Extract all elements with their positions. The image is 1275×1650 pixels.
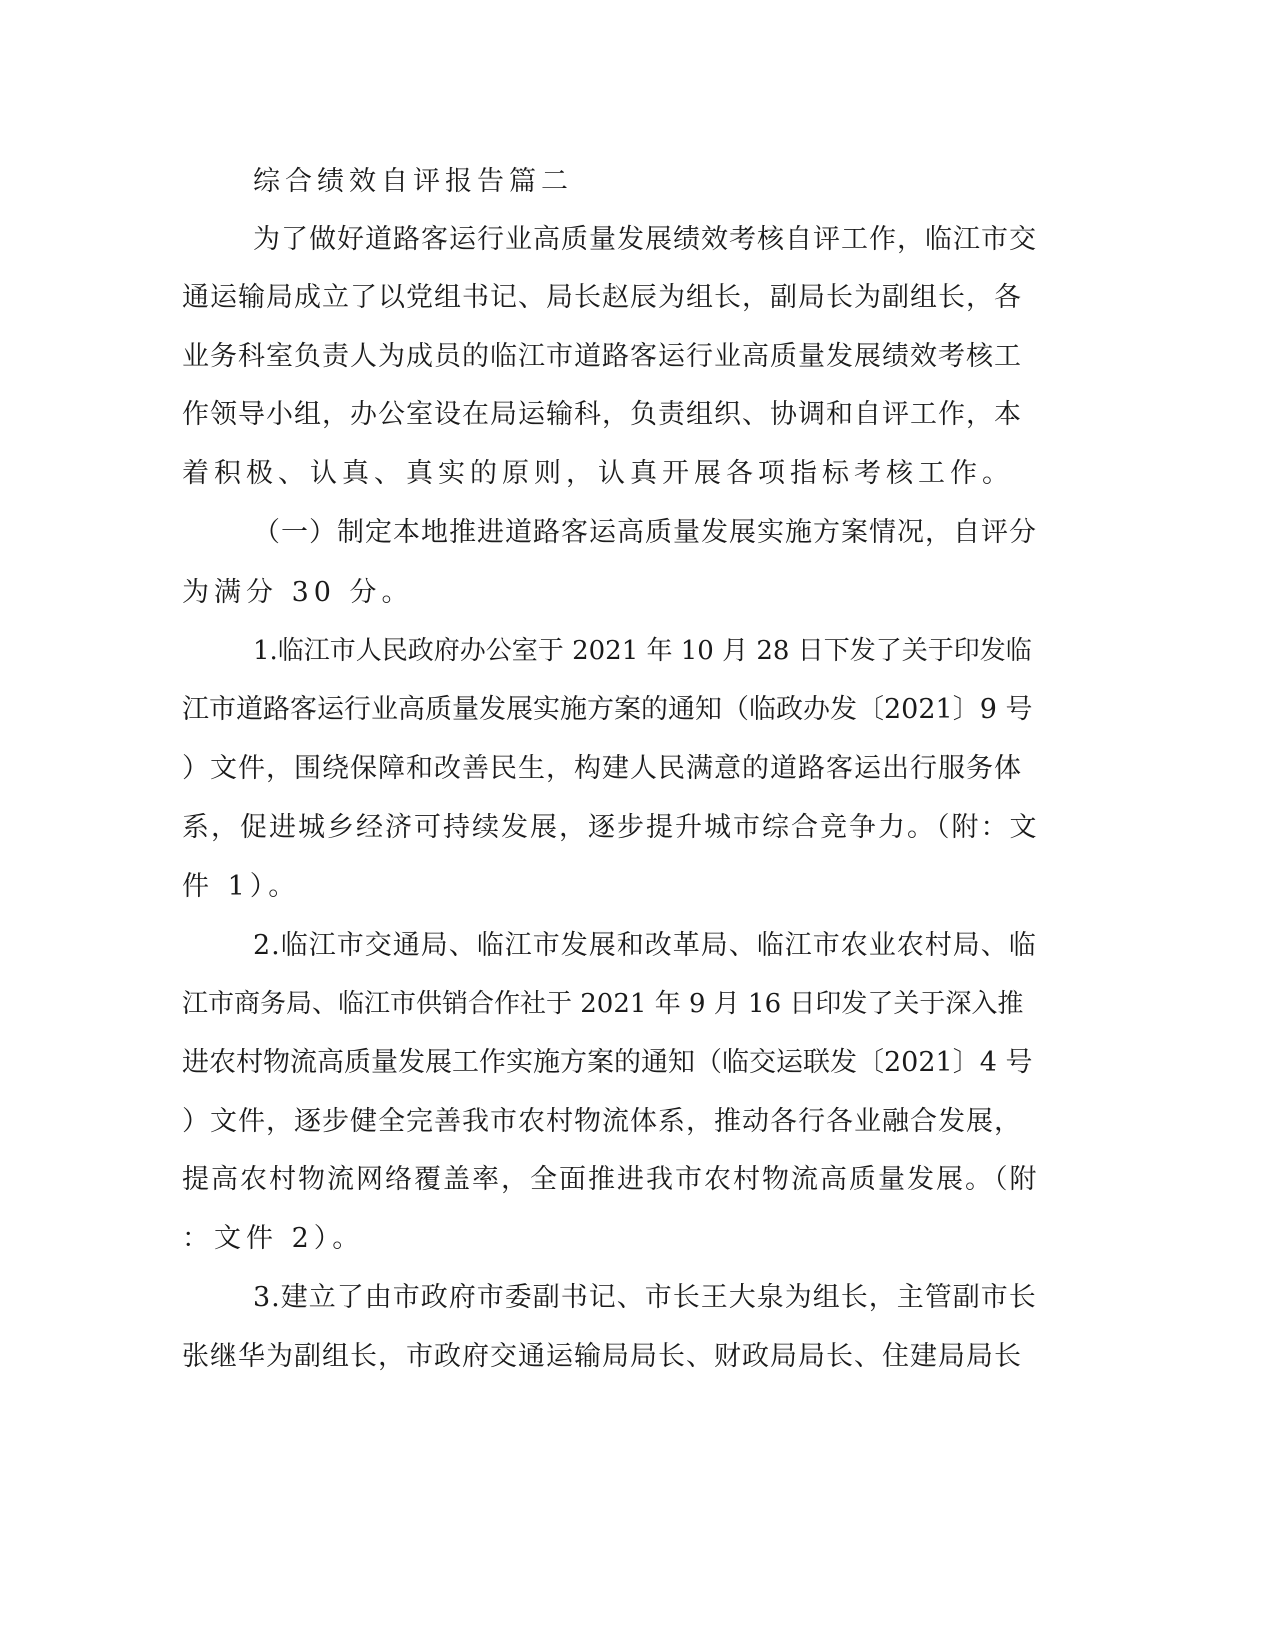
text-line: 张继华为副组长，市政府交通运输局局长、财政局局长、住建局局长 xyxy=(182,1341,1022,1372)
text-line: 作领导小组，办公室设在局运输科，负责组织、协调和自评工作，本 xyxy=(182,399,1022,430)
text-line: 通运输局成立了以党组书记、局长赵辰为组长，副局长为副组长，各 xyxy=(182,282,1022,313)
text-line: 提高农村物流网络覆盖率，全面推进我市农村物流高质量发展。（附 xyxy=(182,1164,1039,1195)
text-line: 3.建立了由市政府市委副书记、市长王大泉为组长，主管副市长 xyxy=(253,1282,1037,1313)
text-line: 为满分 30 分。 xyxy=(182,577,414,608)
text-line: 进农村物流高质量发展工作实施方案的通知（临交运联发〔2021〕4 号 xyxy=(182,1047,1033,1078)
text-line: ）文件，逐步健全完善我市农村物流体系，推动各行各业融合发展， xyxy=(182,1106,1022,1137)
text-line: 着积极、认真、真实的原则，认真开展各项指标考核工作。 xyxy=(182,458,1014,489)
section-heading: （一）制定本地推进道路客运高质量发展实施方案情况，自评分 xyxy=(253,517,1037,548)
text-line: 为了做好道路客运行业高质量发展绩效考核自评工作，临江市交 xyxy=(253,224,1037,255)
text-line: ）文件，围绕保障和改善民生，构建人民满意的道路客运出行服务体 xyxy=(182,753,1022,784)
text-line: ：文件 2）。 xyxy=(182,1223,365,1254)
text-line: 1.临江市人民政府办公室于 2021 年 10 月 28 日下发了关于印发临 xyxy=(253,636,1032,666)
text-line: 业务科室负责人为成员的临江市道路客运行业高质量发展绩效考核工 xyxy=(182,341,1022,372)
text-line: 江市道路客运行业高质量发展实施方案的通知（临政办发〔2021〕9 号 xyxy=(182,694,1033,725)
text-line: 件 1）。 xyxy=(182,871,301,902)
text-line: 江市商务局、临江市供销合作社于 2021 年 9 月 16 日印发了关于深入推 xyxy=(182,989,1024,1019)
document-title: 综合绩效自评报告篇二 xyxy=(253,166,573,197)
text-line: 2.临江市交通局、临江市发展和改革局、临江市农业农村局、临 xyxy=(253,930,1037,961)
text-line: 系，促进城乡经济可持续发展，逐步提升城市综合竞争力。（附：文 xyxy=(182,812,1039,843)
